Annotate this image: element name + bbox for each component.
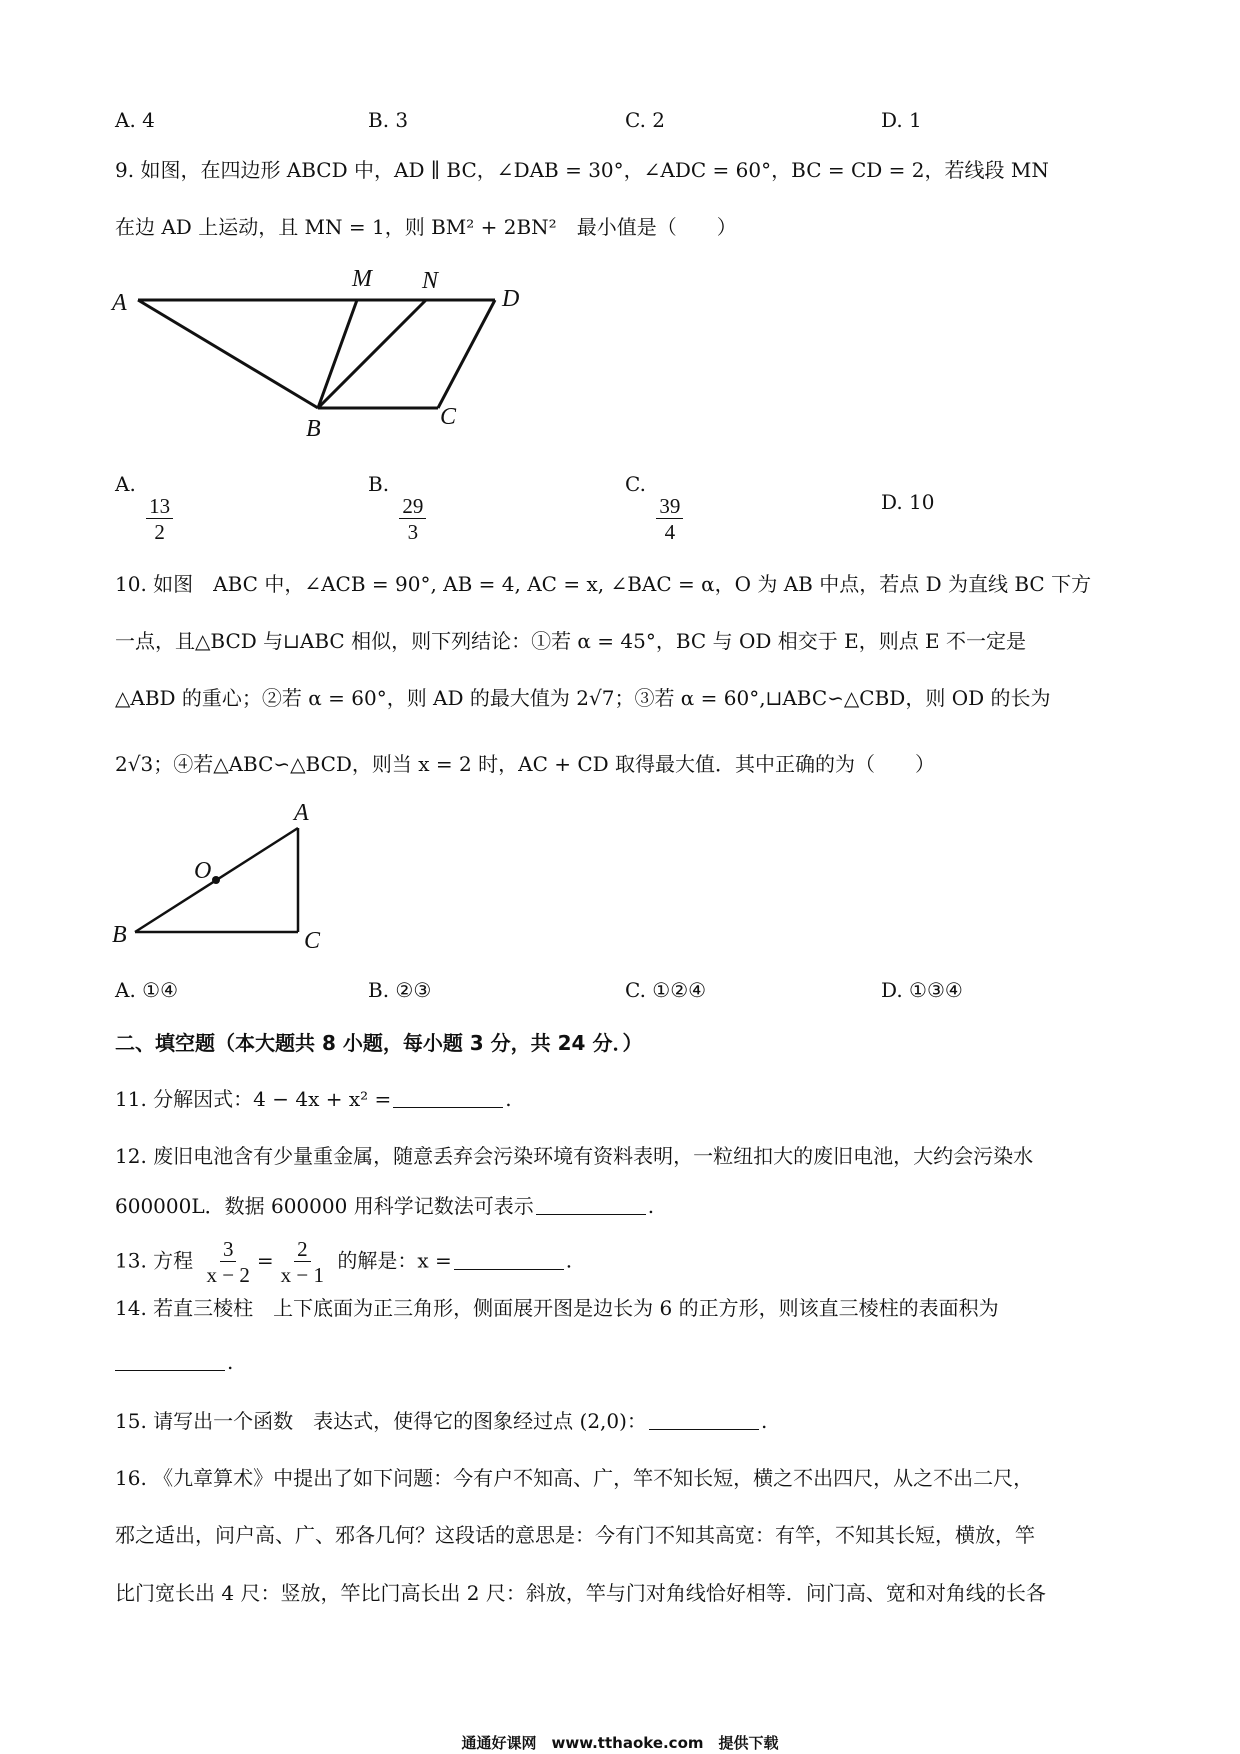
q9-label-d: D — [502, 286, 520, 312]
q9-option-a-den: 2 — [154, 520, 165, 545]
q9-option-a-fraction — [146, 495, 173, 543]
q9-option-b-fraction — [399, 495, 426, 543]
q10-option-d: D. ①③④ — [881, 978, 963, 1002]
q13-fraction-2 — [278, 1238, 327, 1286]
q10-label-a: A — [294, 800, 309, 826]
q13-suffix: 的解是：x = — [337, 1248, 452, 1273]
q9-label-b: B — [306, 416, 321, 442]
q13-prefix: 13. 方程 — [115, 1248, 194, 1273]
q10-stem-line2: 一点，且△BCD 与⊔ABC 相似，则下列结论：①若 α = 45°，BC 与 OD 相交于 E，则点 E 不一定是 — [115, 629, 1027, 653]
q8-option-d: D. 1 — [881, 108, 922, 132]
q13-end: . — [565, 1248, 573, 1273]
q9-option-b — [368, 474, 430, 543]
q13-frac1-den: x − 2 — [206, 1263, 250, 1288]
q9-stem-line1: 9. 如图，在四边形 ABCD 中，AD ∥ BC，∠DAB = 30°，∠ADC = 60°，BC = CD = 2，若线段 MN — [115, 158, 1049, 182]
q9-option-a-num: 13 — [146, 495, 173, 519]
q9-option-c-num: 39 — [656, 495, 683, 519]
page-footer: 通通好课网 www.tthaoke.com 提供下载 — [461, 1734, 779, 1752]
q11-answer-blank[interactable] — [393, 1106, 503, 1108]
q9-figure-quadrilateral — [100, 262, 540, 442]
q11-text: 11. 分解因式：4 − 4x + x² = — [115, 1087, 392, 1111]
q15 — [115, 1411, 767, 1431]
q10-stem-line1: 10. 如图 ABC 中，∠ACB = 90°, AB = 4, AC = x, ∠BAC = α，O 为 AB 中点，若点 D 为直线 BC 下方 — [115, 572, 1092, 596]
q12-line1: 12. 废旧电池含有少量重金属，随意丢弃会污染环境有资料表明，一粒纽扣大的废旧电池，大约会污染水 — [115, 1144, 1034, 1168]
q10-label-c: C — [304, 928, 321, 954]
q15-text: 15. 请写出一个函数 表达式，使得它的图象经过点 (2,0)： — [115, 1409, 647, 1433]
section-2-title: 二、填空题（本大题共 8 小题，每小题 3 分，共 24 分．） — [115, 1031, 643, 1055]
q9-label-m: M — [352, 266, 372, 292]
q10-point-o — [212, 876, 220, 884]
q12-end: . — [647, 1194, 655, 1218]
q13 — [115, 1238, 572, 1286]
q16-line3: 比门宽长出 4 尺：竖放，竿比门高长出 2 尺：斜放，竿与门对角线恰好相等．问门高、宽和对角线的长各 — [115, 1581, 1046, 1605]
q9-option-c-fraction — [656, 495, 683, 543]
q10-stem-line4: 2√3；④若△ABC∽△BCD，则当 x = 2 时，AC + CD 取得最大值．其中正确的为（ ） — [115, 752, 936, 776]
q10-option-b: B. ②③ — [368, 978, 432, 1002]
q16-line1: 16. 《九章算术》中提出了如下问题：今有户不知高、广，竿不知长短，横之不出四尺，从之不出二尺， — [115, 1466, 1034, 1490]
q16-line2: 邪之适出，问户高、广、邪各几何？这段话的意思是：今有门不知其高宽：有竿，不知其长短，横放，竿 — [115, 1523, 1035, 1547]
q8-option-a: A. 4 — [115, 108, 155, 132]
q9-label-a: A — [112, 290, 127, 316]
q13-fraction-1 — [204, 1238, 253, 1286]
q9-option-a-letter: A. — [115, 472, 136, 496]
q9-option-c — [625, 474, 687, 543]
q9-option-b-letter: B. — [368, 472, 390, 496]
q9-option-c-den: 4 — [664, 520, 676, 545]
q9-label-c: C — [440, 404, 457, 430]
q9-stem-line2: 在边 AD 上运动，且 MN = 1，则 BM² + 2BN² 最小值是（ ） — [115, 215, 737, 239]
q15-answer-blank[interactable] — [649, 1428, 759, 1430]
q9-option-a — [115, 474, 177, 543]
q8-option-c: C. 2 — [625, 108, 666, 132]
q10-label-b: B — [112, 922, 127, 948]
q11 — [115, 1089, 512, 1109]
q10-figure-triangle — [100, 796, 360, 956]
q9-option-d: D. 10 — [881, 490, 935, 514]
q10-option-c: C. ①②④ — [625, 978, 707, 1002]
q13-frac2-num: 2 — [294, 1238, 311, 1262]
q14-line2 — [115, 1352, 233, 1372]
q9-option-b-den: 3 — [407, 520, 419, 545]
q10-label-o: O — [194, 858, 212, 884]
q12-answer-blank[interactable] — [536, 1213, 646, 1215]
q13-equals: = — [256, 1248, 274, 1273]
q13-frac2-den: x − 1 — [280, 1263, 324, 1288]
q14-end: . — [227, 1350, 234, 1374]
q11-end: . — [505, 1087, 512, 1111]
q10-stem-line3: △ABD 的重心；②若 α = 60°，则 AD 的最大值为 2√7；③若 α = 60°,⊔ABC∽△CBD，则 OD 的长为 — [115, 686, 1051, 710]
q13-frac1-num: 3 — [220, 1238, 237, 1262]
q9-option-c-letter: C. — [625, 472, 646, 496]
q9-option-b-num: 29 — [399, 495, 426, 519]
q14-answer-blank[interactable] — [115, 1369, 225, 1371]
q12-line2-wrap — [115, 1196, 654, 1216]
q12-line2: 600000L．数据 600000 用科学记数法可表示 — [115, 1194, 534, 1218]
q9-label-n: N — [422, 268, 439, 294]
q8-option-b: B. 3 — [368, 108, 409, 132]
q13-answer-blank[interactable] — [454, 1268, 564, 1270]
q10-option-a: A. ①④ — [115, 978, 179, 1002]
q14-line1: 14. 若直三棱柱 上下底面为正三角形，侧面展开图是边长为 6 的正方形，则该直三棱柱的表面积为 — [115, 1296, 999, 1320]
q15-end: . — [760, 1409, 768, 1433]
